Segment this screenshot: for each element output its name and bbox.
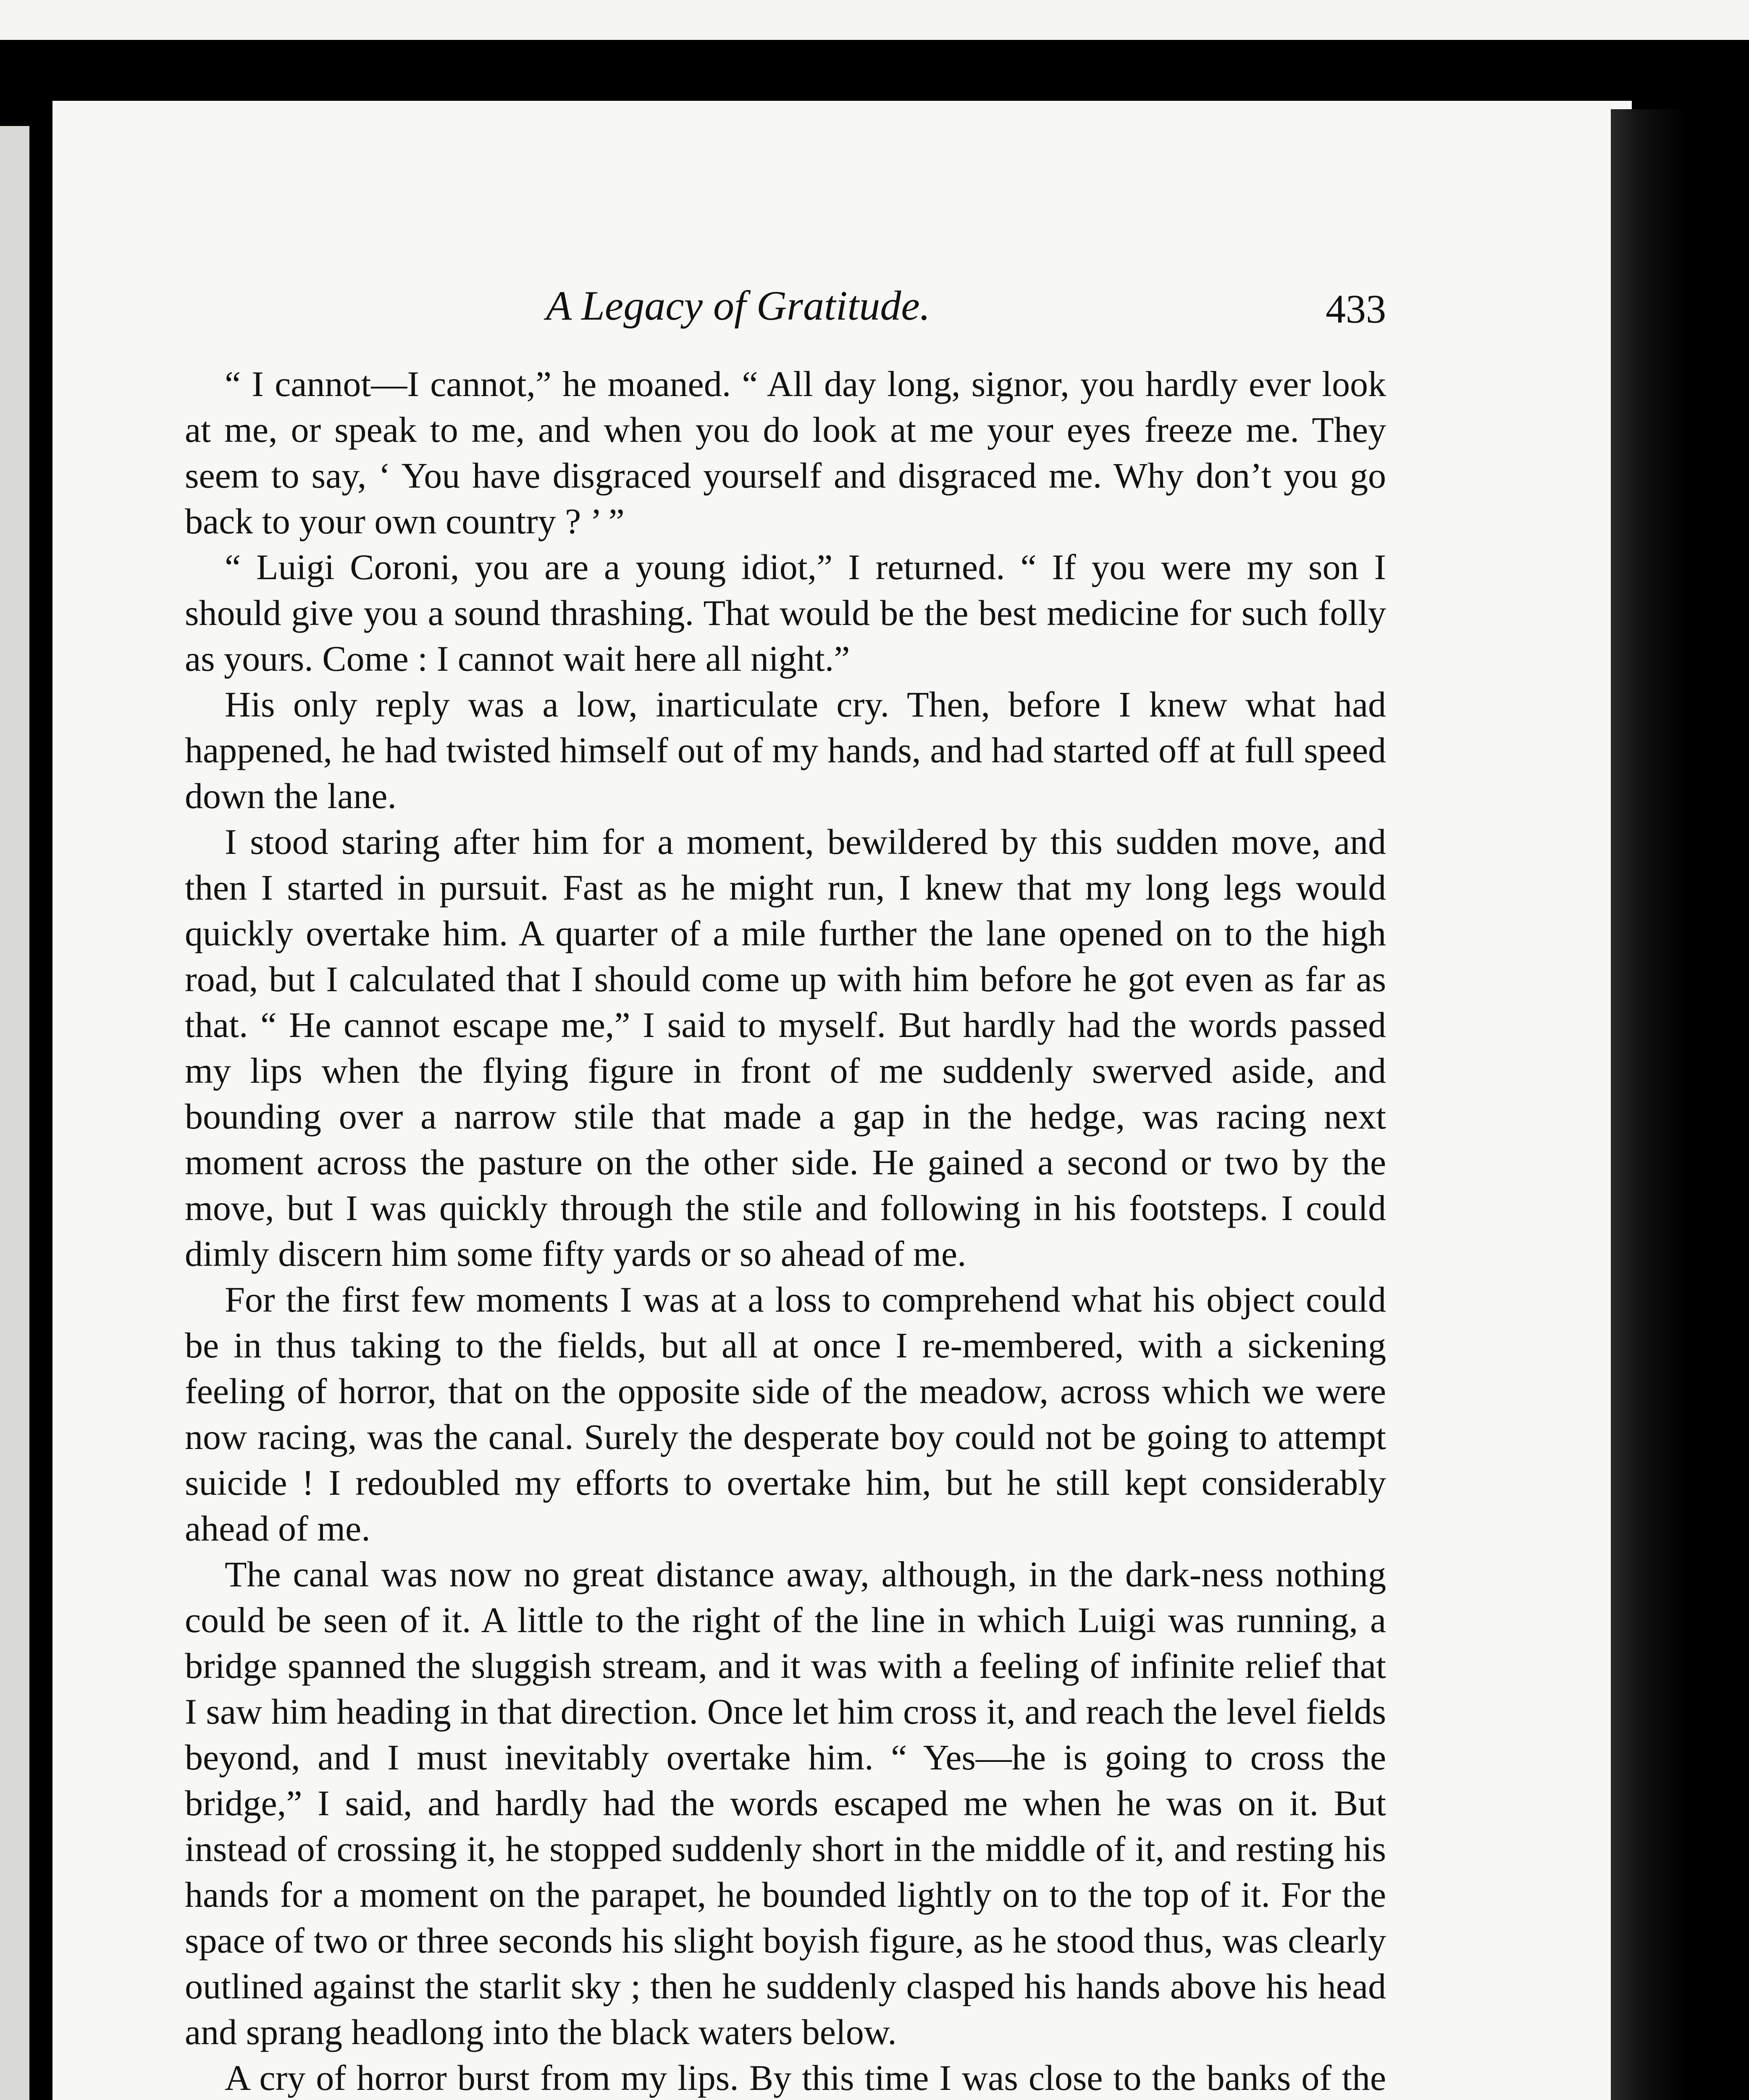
paragraph: I stood staring after him for a moment, bewildered by this sudden move, and then I started in pursuit. Fast as he might run, I knew that my long legs would quickly overtake him. A quarter of a mile further the lane opened on to the high road, but I calculated that I should come up with him before he got even as far as that. “ He cannot escape me,” I said to myself. But hardly had the words passed my lips when the flying figure in front of me suddenly swerved aside, and bounding over a narrow stile that made a gap in the hedge, was racing next moment across the pasture on the other side. He gained a second or two by the move, but I was quickly through the stile and following in his footsteps. I could dimly discern him some fifty yards or so ahead of me. (185, 822, 1386, 1274)
paragraph: For the first few moments I was at a loss to comprehend what his object could be in thus taking to the fields, but all at once I re-membered, with a sickening feeling of horror, that on the opposite side of the meadow, across which we were now racing, was the canal. Surely the desperate boy could not be going to attempt suicide ! I redoubled my efforts to overtake him, but he still kept considerably ahead of me. (185, 1279, 1386, 1549)
page-number: 433 (1326, 286, 1386, 331)
paragraph: The canal was now no great distance away, although, in the dark-ness nothing could be seen of it. A little to the right of the line in which Luigi was running, a bridge spanned the sluggish stream, and it was with a feeling of infinite relief that I saw him heading in that direction. Once let him cross it, and reach the level fields beyond, and I must inevitably overtake him. “ Yes—he is going to cross the bridge,” I said, and hardly had the words escaped me when he was on it. But instead of crossing it, he stopped suddenly short in the middle of it, and resting his hands for a moment on the parapet, he bounded lightly on to the top of it. For the space of two or three seconds his slight boyish figure, as he stood thus, was clearly outlined against the starlit sky ; then he suddenly clasped his hands above his head and sprang headlong into the black waters below. (185, 1554, 1386, 2052)
running-title: A Legacy of Gratitude. (546, 282, 930, 329)
paragraph: A cry of horror burst from my lips. By this time I was close to the banks of the (225, 2058, 1386, 2098)
page-header (185, 281, 1386, 344)
paragraph: “ Luigi Coroni, you are a young idiot,” I returned. “ If you were my son I should give you a sound thrashing. That would be the best medicine for such folly as yours. Come : I cannot wait here all night.” (185, 547, 1386, 679)
scan-top-margin (0, 0, 1749, 40)
page-gutter-shadow (1611, 109, 1686, 2100)
paragraph: “ I cannot—I cannot,” he moaned. “ All day long, signor, you hardly ever look at me, or speak to me, and when you do look at me your eyes freeze me. They seem to say, ‘ You have disgraced yourself and disgraced me. Why don’t you go back to your own country ? ’ ” (185, 364, 1386, 541)
facing-page-edge (0, 126, 29, 2100)
paragraph: His only reply was a low, inarticulate cry. Then, before I knew what had happened, he had twisted himself out of my hands, and had started off at full speed down the lane. (185, 684, 1386, 816)
body-text (185, 361, 1386, 2100)
